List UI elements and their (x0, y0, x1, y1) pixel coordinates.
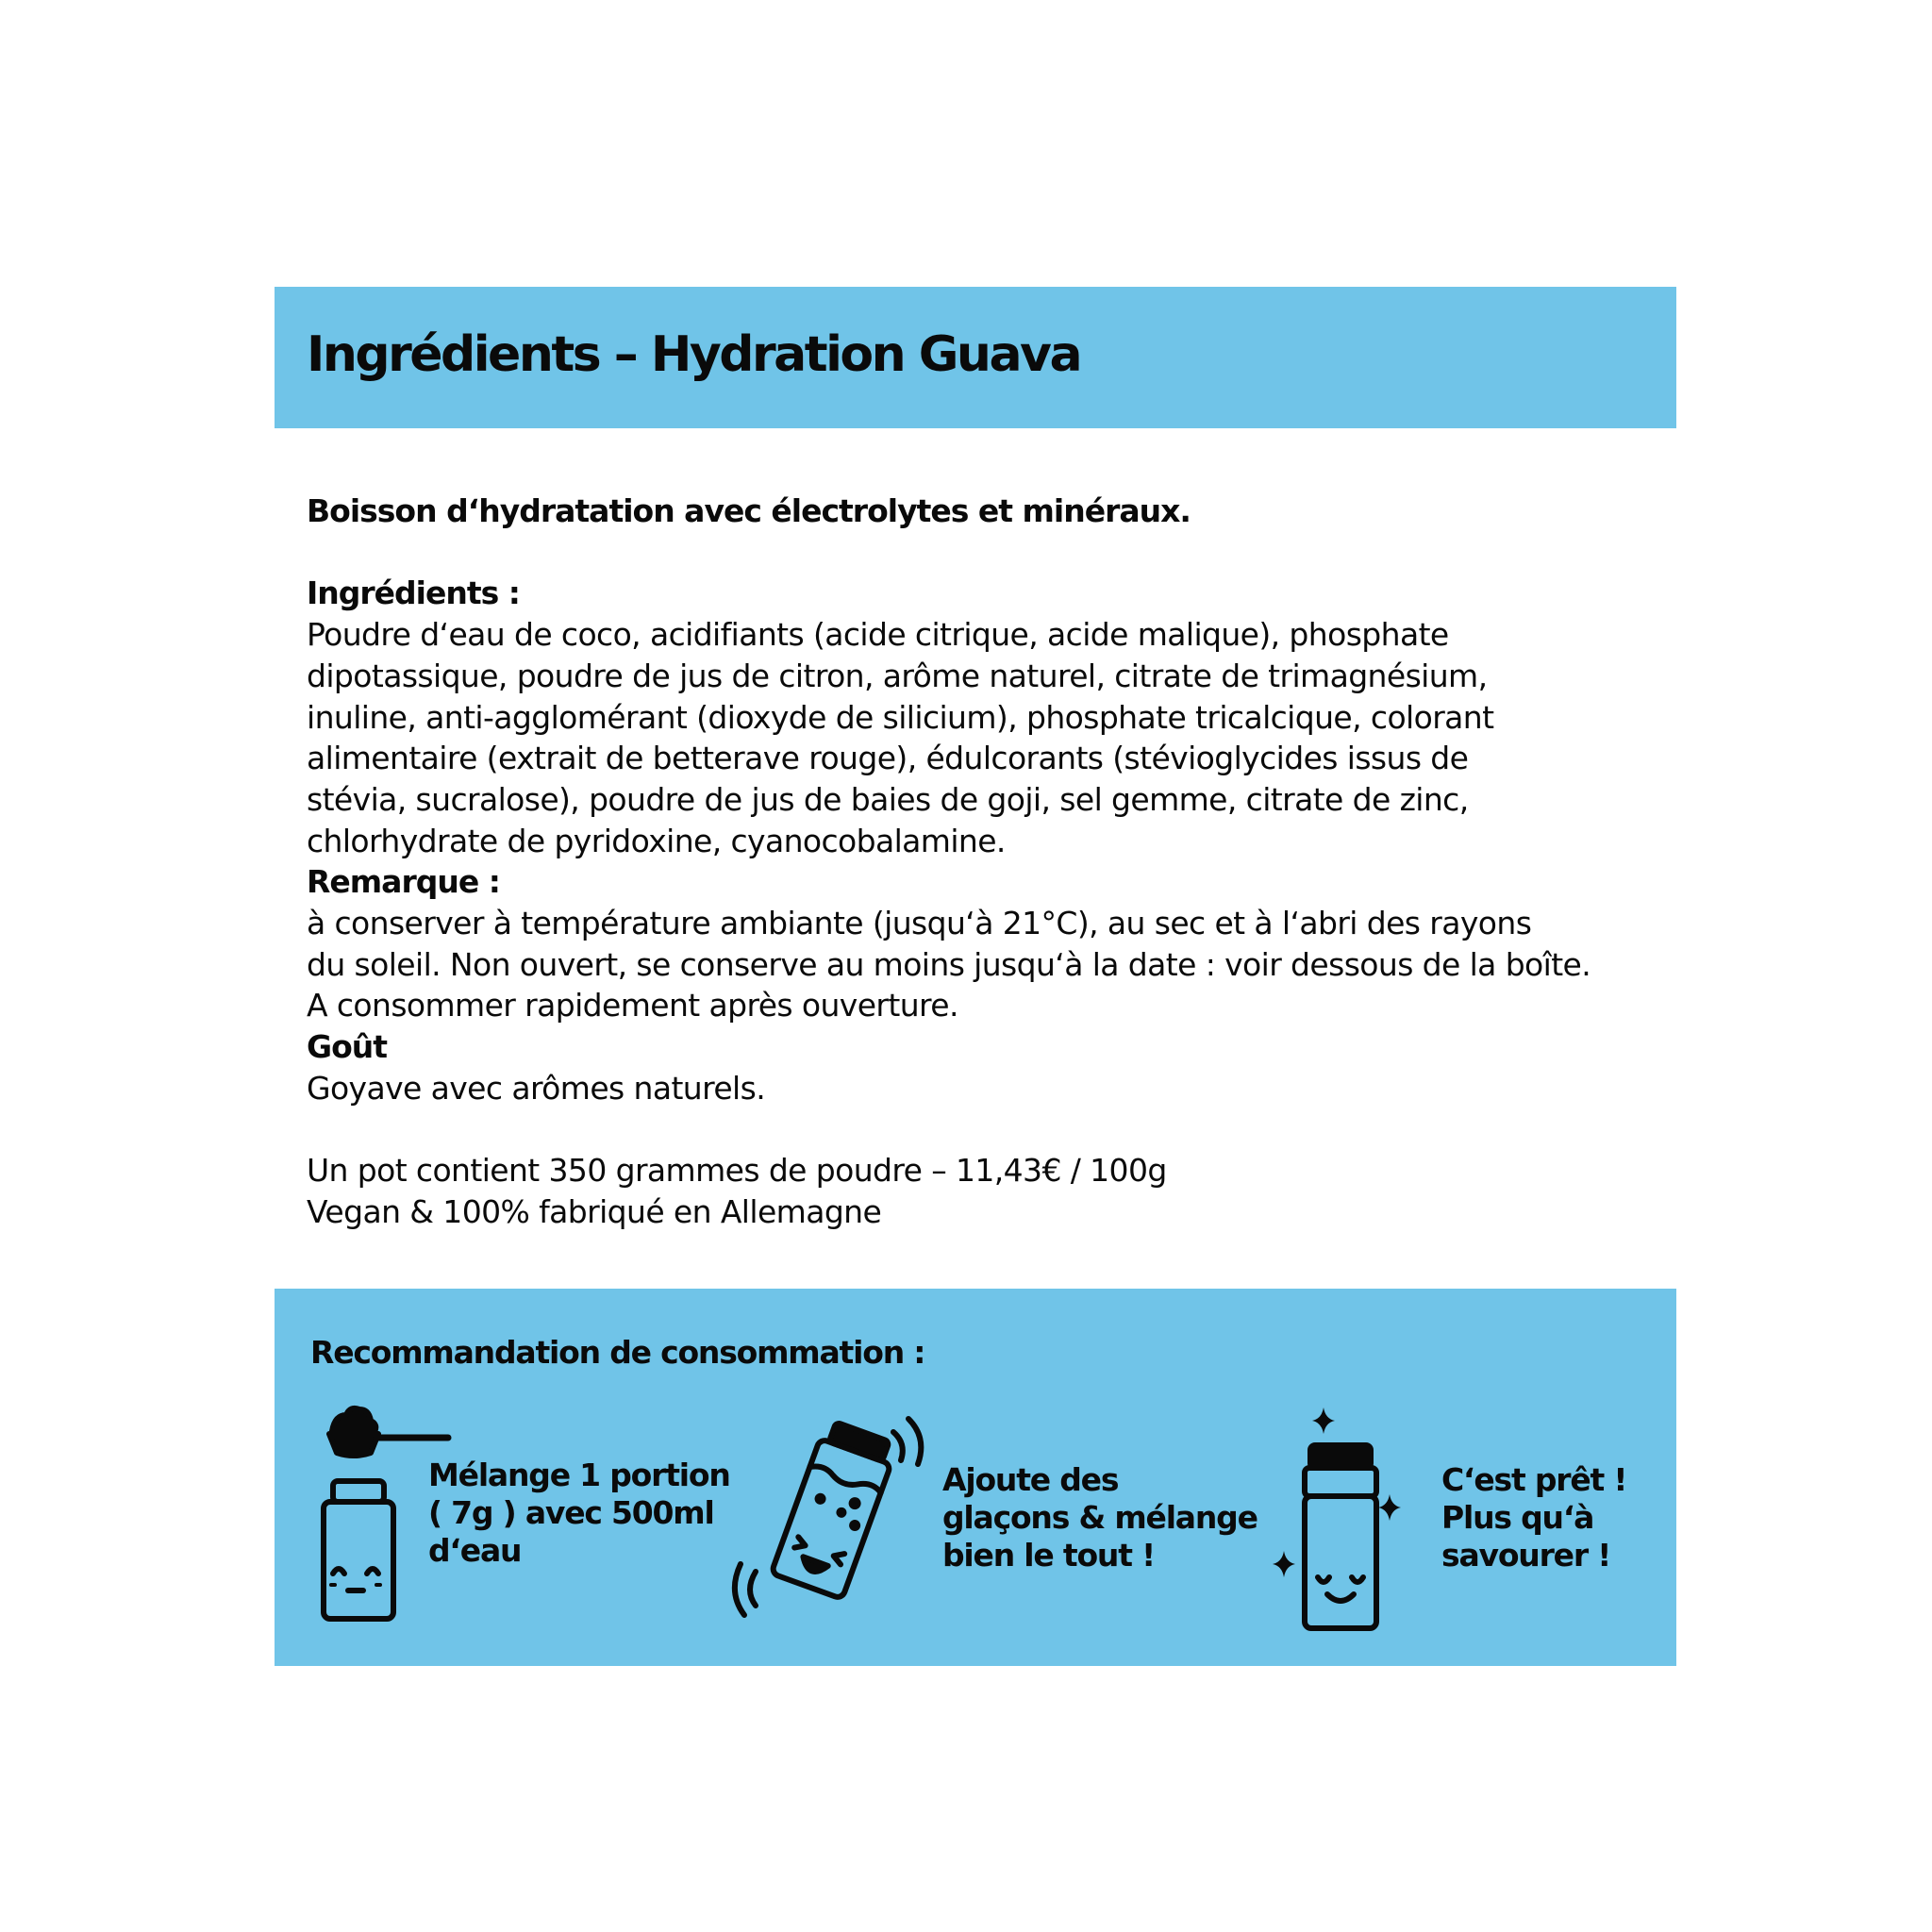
shaking-bottle-icon (727, 1406, 935, 1632)
taste-heading: Goût (307, 1028, 388, 1066)
spacer (307, 532, 1665, 574)
ingredients-line: Poudre d‘eau de coco, acidifiants (acide citrique, acide malique), phosphate (307, 616, 1449, 654)
ingredients-line: chlorhydrate de pyridoxine, cyanocobalamine. (307, 822, 1006, 859)
ingredients-line: alimentaire (extrait de betterave rouge), édulcorants (stévioglycides issus de (307, 740, 1469, 777)
title-bar (275, 287, 1676, 428)
step-text-line: Mélange 1 portion (428, 1457, 730, 1493)
step-3-text (1441, 1461, 1626, 1574)
step-text-line: Ajoute des (942, 1461, 1119, 1498)
spacer (307, 1109, 1665, 1151)
product-description (307, 491, 1665, 1233)
remark-line: du soleil. Non ouvert, se conserve au moins jusqu‘à la date : voir dessous de la boîte. (307, 945, 1591, 983)
ingredients-line: inuline, anti-agglomérant (dioxyde de silicium), phosphate tricalcique, colorant (307, 698, 1494, 736)
step-text-line: bien le tout ! (942, 1537, 1155, 1574)
step-text-line: d‘eau (428, 1532, 522, 1569)
page-title: Ingrédients – Hydration Guava (307, 326, 1081, 383)
taste-text: Goyave avec arômes naturels. (307, 1069, 766, 1107)
step-text-line: ( 7g ) avec 500ml (428, 1494, 714, 1531)
step-text-line: glaçons & mélange (942, 1499, 1257, 1536)
recommendation-panel (275, 1289, 1676, 1666)
remark-line: A consommer rapidement après ouverture. (307, 987, 958, 1024)
ingredients-line: dipotassique, poudre de jus de citron, arôme naturel, citrate de trimagnésium, (307, 657, 1488, 694)
remark-heading: Remarque : (307, 863, 500, 901)
remark-line: à conserver à température ambiante (jusqu‘à 21°C), au sec et à l‘abri des rayons (307, 905, 1532, 942)
vegan-line: Vegan & 100% fabriqué en Allemagne (307, 1192, 882, 1230)
intro-text: Boisson d‘hydratation avec électrolytes et minéraux. (307, 492, 1191, 529)
step-text-line: Plus qu‘à (1441, 1499, 1594, 1536)
step-2-text (942, 1461, 1257, 1574)
ingredients-heading: Ingrédients : (307, 575, 520, 612)
ingredients-line: stévia, sucralose), poudre de jus de baies de goji, sel gemme, citrate de zinc, (307, 780, 1469, 818)
step-text-line: C‘est prêt ! (1441, 1461, 1627, 1498)
recommendation-title: Recommandation de consommation : (310, 1334, 925, 1371)
contents-line: Un pot contient 350 grammes de poudre – 11,43€ / 100g (307, 1152, 1167, 1190)
step-text-line: savourer ! (1441, 1537, 1611, 1574)
step-1-text (428, 1457, 730, 1570)
sparkling-bottle-icon (1271, 1407, 1403, 1634)
